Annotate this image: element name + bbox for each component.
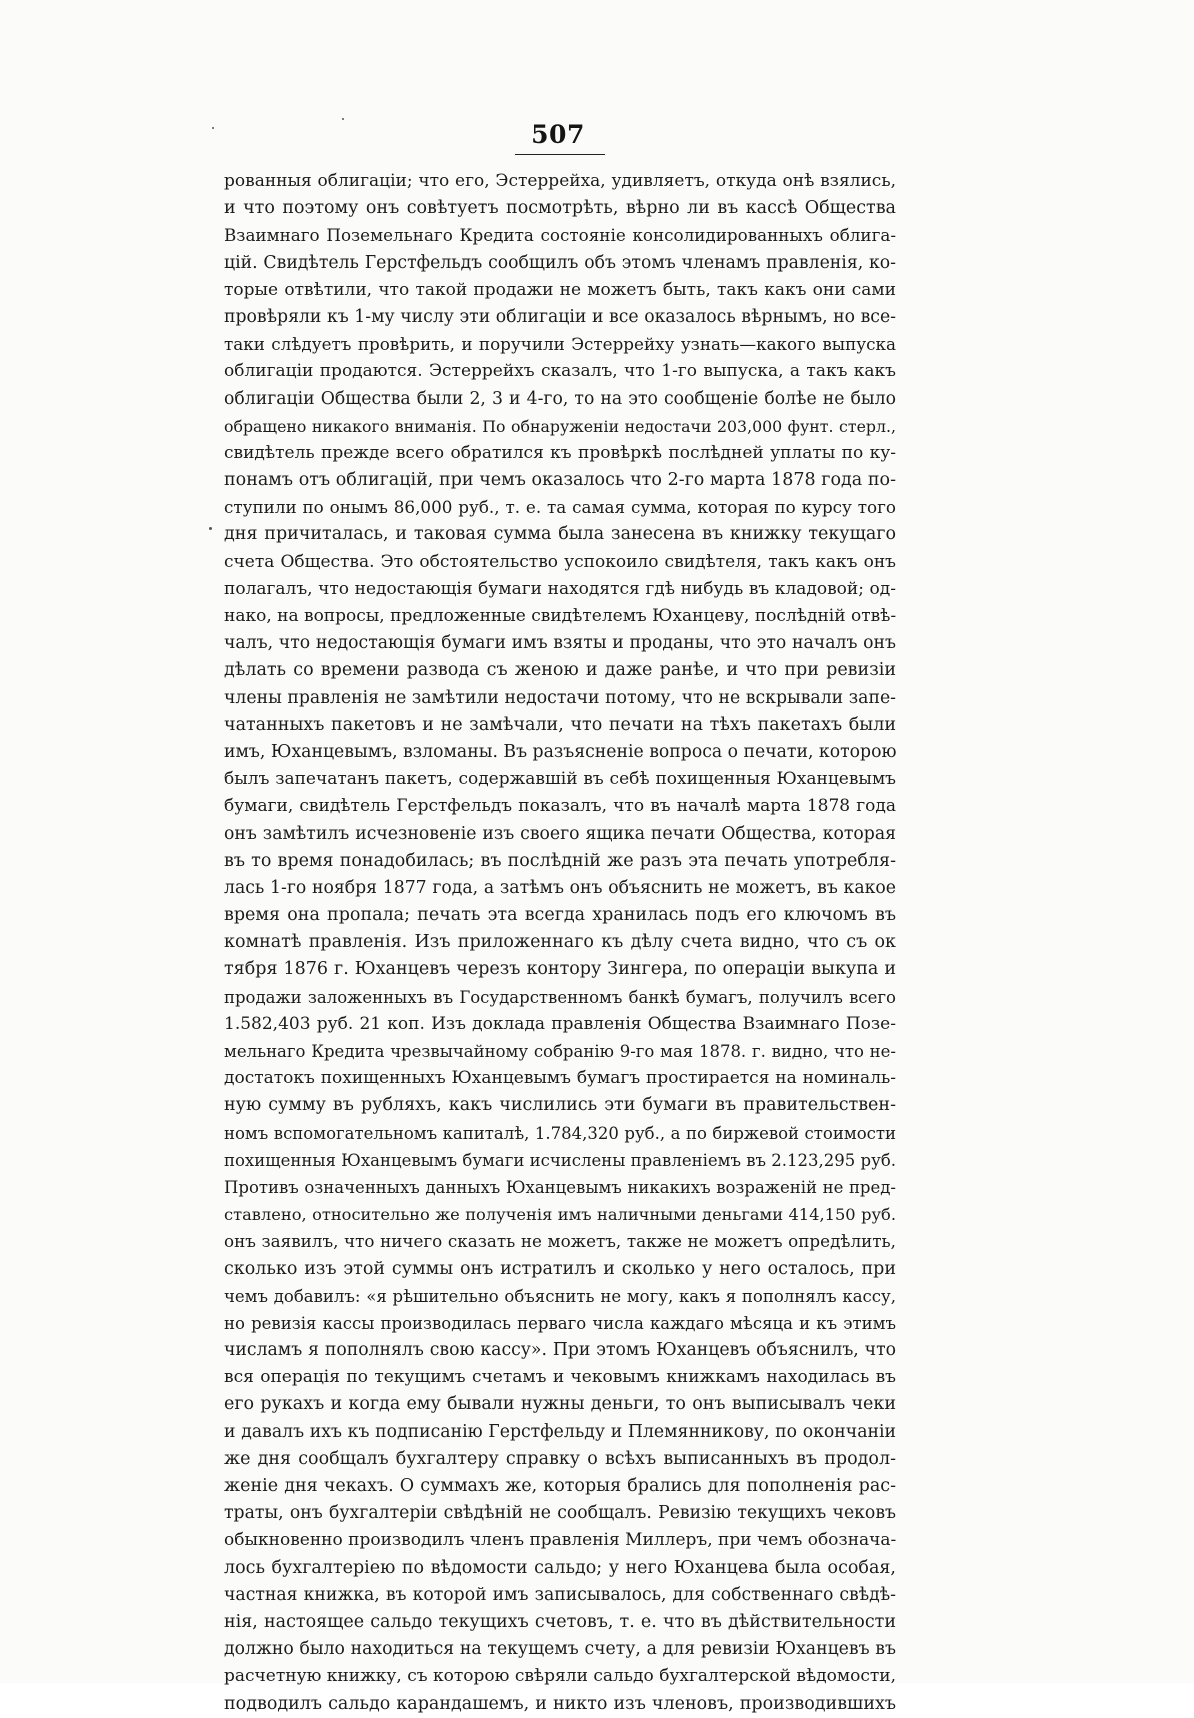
text-line: женіе дня чекахъ. О суммахъ же, которыя брались для пополненія рас- bbox=[224, 1476, 896, 1496]
text-line: продажи заложенныхъ въ Государственномъ банкѣ бумагъ, получилъ всего bbox=[224, 987, 896, 1007]
text-line: полагалъ, что недостающія бумаги находятся гдѣ нибудь въ кладовой; од- bbox=[224, 578, 896, 599]
text-line: нако, на вопросы, предложенные свидѣтелемъ Юханцеву, послѣдній отвѣ- bbox=[224, 606, 896, 626]
text-line: частная книжка, въ которой имъ записывалось, для собственнаго свѣдѣ- bbox=[224, 1584, 896, 1605]
text-line: Взаимнаго Поземельнаго Кредита состояніе консолидированныхъ облига- bbox=[224, 225, 896, 246]
text-line: должно было находиться на текущемъ счету, а для ревизіи Юханцевъ въ bbox=[224, 1639, 896, 1660]
text-line: онъ замѣтилъ исчезновеніе изъ своего ящика печати Общества, которая bbox=[224, 823, 896, 844]
text-line: члены правленія не замѣтили недостачи потому, что не вскрывали запе- bbox=[224, 687, 896, 708]
text-line: имъ, Юханцевымъ, взломаны. Въ разъясненіе вопроса о печати, которою bbox=[224, 741, 896, 762]
text-line: достатокъ похищенныхъ Юханцевымъ бумагъ простирается на номиналь- bbox=[224, 1068, 896, 1089]
text-line: нія, настоящее сальдо текущихъ счетовъ, т. е. что въ дѣйствительности bbox=[224, 1611, 896, 1632]
text-line: дня причиталась, и таковая сумма была занесена въ книжку текущаго bbox=[224, 524, 896, 545]
text-line: его рукахъ и когда ему бывали нужны деньги, то онъ выписывалъ чеки bbox=[224, 1394, 896, 1415]
text-line: рованныя облигаціи; что его, Эстеррейха, удивляетъ, откуда онѣ взялись, bbox=[224, 171, 896, 191]
text-line: понамъ отъ облигацій, при чемъ оказалось что 2-го марта 1878 года по- bbox=[224, 470, 896, 491]
text-line: но ревизія кассы производилась перваго числа каждаго мѣсяца и къ этимъ bbox=[224, 1313, 896, 1333]
text-line: Противъ означенныхъ данныхъ Юханцевымъ никакихъ возраженій не пред- bbox=[224, 1177, 896, 1197]
text-line: траты, онъ бухгалтеріи свѣдѣній не сообщалъ. Ревизію текущихъ чековъ bbox=[224, 1503, 896, 1524]
text-line: бумаги, свидѣтель Герстфельдъ показалъ, что въ началѣ марта 1878 года bbox=[224, 796, 896, 817]
text-line: дѣлать со времени развода съ женою и даже ранѣе, и что при ревизіи bbox=[224, 660, 896, 681]
text-line: провѣряли къ 1-му числу эти облигаціи и все оказалось вѣрнымъ, но все- bbox=[224, 306, 896, 327]
text-line: и давалъ ихъ къ подписанію Герстфельду и Племянникову, по окончаніи bbox=[224, 1421, 896, 1442]
body-text bbox=[224, 168, 896, 1718]
text-line: номъ вспомогательномъ капиталѣ, 1.784,320 руб., а по биржевой стоимости bbox=[224, 1123, 896, 1143]
text-line: ступили по онымъ 86,000 руб., т. е. та самая сумма, которая по курсу того bbox=[224, 497, 896, 518]
text-line: и что поэтому онъ совѣтуетъ посмотрѣть, вѣрно ли въ кассѣ Общества bbox=[224, 198, 896, 219]
text-line: лось бухгалтеріею по вѣдомости сальдо; у него Юханцева была особая, bbox=[224, 1557, 896, 1578]
print-speck bbox=[209, 527, 212, 530]
text-line: 1.582,403 руб. 21 коп. Изъ доклада правленія Общества Взаимнаго Позе- bbox=[224, 1013, 896, 1034]
text-line: облигаціи Общества были 2, 3 и 4-го, то на это сообщеніе болѣе не было bbox=[224, 388, 896, 409]
page-number-underline bbox=[515, 154, 605, 155]
text-line: похищенныя Юханцевымъ бумаги исчислены правленіемъ въ 2.123,295 руб. bbox=[224, 1150, 896, 1170]
text-line: таки слѣдуетъ провѣрить, и поручили Эстеррейху узнать—какого выпуска bbox=[224, 334, 896, 355]
text-line: числамъ я пополнялъ свою кассу». При этомъ Юханцевъ объяснилъ, что bbox=[224, 1340, 896, 1361]
text-line: подводилъ сальдо карандашемъ, и никто изъ членовъ, производившихъ bbox=[224, 1693, 896, 1714]
text-line: обыкновенно производилъ членъ правленія Миллеръ, при чемъ обозначa- bbox=[224, 1530, 896, 1551]
text-line: обращено никакого вниманія. По обнаруженіи недостачи 203,000 фунт. стерл., bbox=[224, 416, 896, 436]
page-number: 507 bbox=[531, 120, 585, 149]
text-line: комнатѣ правленія. Изъ приложеннаго къ дѣлу счета видно, что съ ок bbox=[224, 932, 896, 953]
text-line: чемъ добавилъ: «я рѣшительно объяснить не могу, какъ я пополнялъ кассу, bbox=[224, 1286, 896, 1306]
text-line: счета Общества. Это обстоятельство успокоило свидѣтеля, такъ какъ онъ bbox=[224, 551, 896, 572]
text-line: торые отвѣтили, что такой продажи не можетъ быть, такъ какъ они сами bbox=[224, 279, 896, 300]
text-line: свидѣтель прежде всего обратился къ провѣркѣ послѣдней уплаты по ку- bbox=[224, 442, 896, 463]
text-line: ную сумму въ рубляхъ, какъ числились эти бумаги въ правительствен- bbox=[224, 1095, 896, 1116]
text-line: чалъ, что недостающія бумаги имъ взяты и проданы, что это началъ онъ bbox=[224, 633, 896, 654]
text-line: облигаціи продаются. Эстеррейхъ сказалъ, что 1-го выпуска, а такъ какъ bbox=[224, 361, 896, 382]
text-line: сколько изъ этой суммы онъ истратилъ и сколько у него осталось, при bbox=[224, 1258, 896, 1279]
text-line: былъ запечатанъ пакетъ, содержавшій въ себѣ похищенныя Юханцевымъ bbox=[224, 769, 896, 790]
text-line: мельнаго Кредита чрезвычайному собранію 9-го мая 1878. г. видно, что не- bbox=[224, 1042, 896, 1061]
text-line: ставлено, относительно же полученія имъ наличными деньгами 414,150 руб. bbox=[224, 1205, 896, 1225]
text-line: вся операція по текущимъ счетамъ и чековымъ книжкамъ находилась въ bbox=[224, 1367, 896, 1388]
print-speck bbox=[212, 127, 214, 129]
text-line: въ то время понадобилась; въ послѣдній же разъ эта печать употребля- bbox=[224, 850, 896, 871]
text-line: онъ заявилъ, что ничего сказать не можетъ, также не можетъ опредѣлить, bbox=[224, 1231, 896, 1252]
text-line: цій. Свидѣтель Герстфельдъ сообщилъ объ этомъ членамъ правленія, ко- bbox=[224, 252, 896, 273]
text-line: лась 1-го ноября 1877 года, а затѣмъ онъ объяснить не можетъ, въ какое bbox=[224, 877, 896, 898]
text-line: чатанныхъ пакетовъ и не замѣчали, что печати на тѣхъ пакетахъ были bbox=[224, 714, 896, 735]
print-speck bbox=[342, 118, 344, 120]
text-line: тября 1876 г. Юханцевъ черезъ контору Зингера, по операціи выкупа и bbox=[224, 959, 896, 980]
text-line: же дня сообщалъ бухгалтеру справку о всѣхъ выписанныхъ въ продол- bbox=[224, 1448, 896, 1469]
text-line: расчетную книжку, съ которою свѣряли сальдо бухгалтерской вѣдомости, bbox=[224, 1666, 896, 1687]
text-line: время она пропала; печать эта всегда хранилась подъ его ключомъ въ bbox=[224, 905, 896, 926]
